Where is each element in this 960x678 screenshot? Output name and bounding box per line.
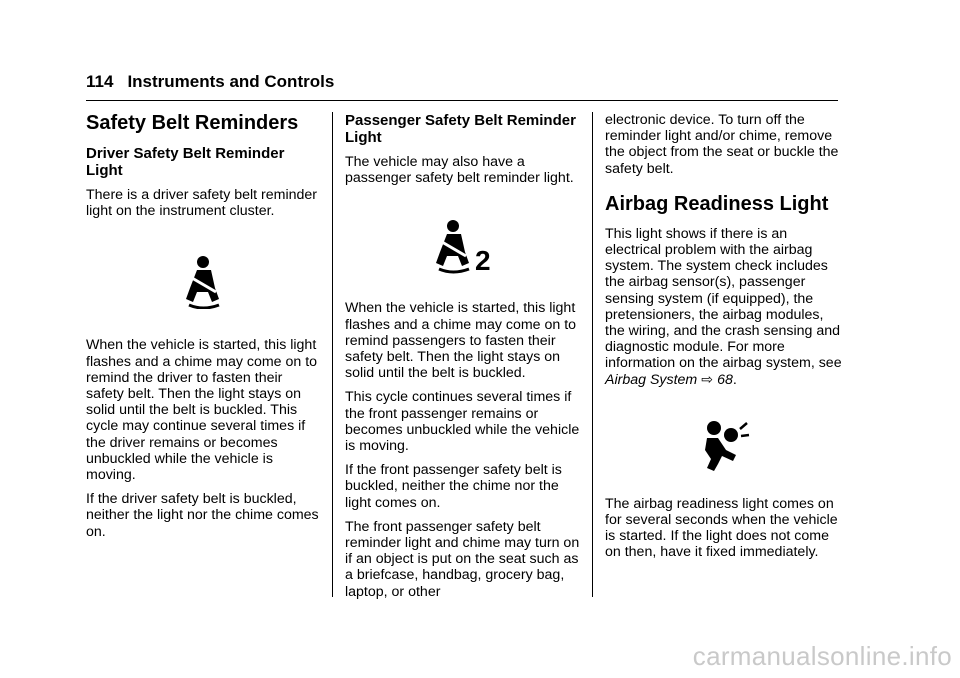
passenger-icon-box (345, 194, 583, 300)
passenger-reminder-heading: Passenger Safety Belt Reminder Light (345, 112, 576, 146)
airbag-paragraph-1: This light shows if there is an electrical problem with the airbag system. The system check includes the airbag sensor(s), passenger sensing system (if equipped), the pretensioners, the airbag modules, the wiring, and the crash sensing and diagnostic module. For more information on the airbag system, see Airbag System ⇨ 68. (605, 225, 842, 388)
column-2 (345, 112, 583, 608)
safety-belt-reminders-heading: Safety Belt Reminders (86, 112, 299, 134)
page-ref-number[interactable]: 68 (717, 371, 733, 388)
passenger-paragraph-2: When the vehicle is started, this light flashes and a chime may come on to remind passengers to fasten their safety belt. Then the light stays on solid until the belt is buckled. (345, 300, 577, 382)
passenger-paragraph-3: This cycle continues several times if the front passenger remains or becomes unbuckled while the vehicle is moving. (345, 389, 580, 455)
seatbelt-icon (181, 255, 227, 309)
driver-paragraph-3: If the driver safety belt is buckled, neither the light nor the chime comes on. (86, 491, 319, 540)
passenger-paragraph-5: The front passenger safety belt reminder light and chime may turn on if an object is put on the seat such as a briefcase, handbag, grocery bag, laptop, or other (345, 518, 580, 600)
page-header (86, 72, 334, 92)
driver-paragraph-2: When the vehicle is started, this light flashes and a chime may come on to remind the driver to fasten their safety belt. Then the light stays on solid until the belt is buckled. This cycle may continue several times if the driver remains or becomes unbuckled while the vehicle is moving. (86, 337, 318, 484)
column-1 (86, 112, 322, 548)
airbag-icon (700, 419, 750, 473)
column-divider-2 (592, 112, 593, 597)
continued-paragraph: electronic device. To turn off the reminder light and/or chime, remove the object from the seat or buckle the safety belt. (605, 112, 839, 177)
passenger-paragraph-4: If the front passenger safety belt is buckled, neither the chime nor the light comes on. (345, 462, 562, 511)
passenger-icon-numeral: 2 (475, 245, 491, 276)
column-divider-1 (332, 112, 333, 597)
section-title: Instruments and Controls (127, 72, 335, 91)
airbag-readiness-heading: Airbag Readiness Light (605, 192, 829, 215)
driver-icon-box (86, 227, 322, 337)
watermark: carmanualsonline.info (692, 641, 952, 671)
airbag-icon-box (605, 396, 845, 496)
driver-paragraph-1: There is a driver safety belt reminder light on the instrument cluster. (86, 187, 318, 220)
passenger-seatbelt-icon (431, 219, 497, 275)
driver-reminder-heading: Driver Safety Belt Reminder Light (86, 145, 285, 179)
passenger-paragraph-1: The vehicle may also have a passenger safety belt reminder light. (345, 154, 574, 187)
column-3 (605, 112, 845, 569)
header-rule (86, 100, 838, 101)
airbag-paragraph-2: The airbag readiness light comes on for several seconds when the vehicle is started. If the light does not come on then, have it fixed immediately. (605, 495, 838, 561)
page-number: 114 (86, 72, 114, 91)
page-ref-icon: ⇨ (701, 371, 714, 388)
airbag-system-link[interactable]: Airbag System (605, 371, 698, 388)
